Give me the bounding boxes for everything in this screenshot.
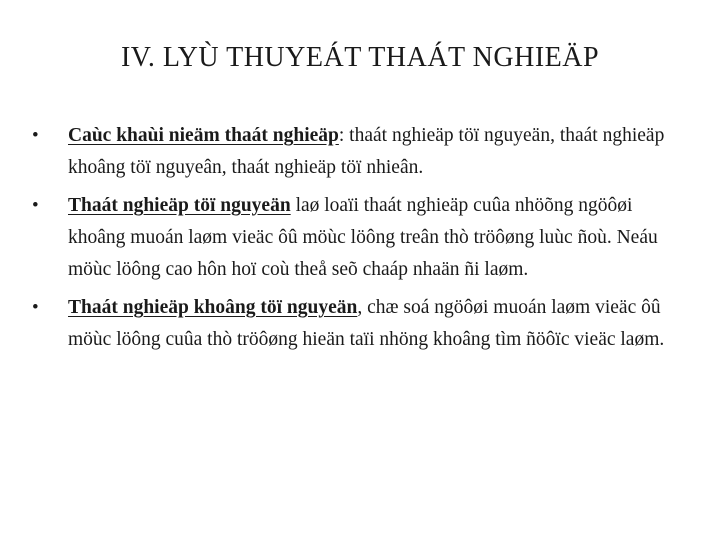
bullet-item-involuntary	[30, 292, 680, 356]
bullet-term: Thaát nghieäp töï nguyeän	[68, 195, 291, 216]
bullet-marker: •	[32, 125, 39, 146]
bullet-text: , chæ soá ngöôøi muoán laøm vieäc ôû möùc löông cuûa thò tröôøng hieän taïi nhöng khoâng tìm ñöôïc vieäc laøm.	[68, 297, 665, 350]
bullet-marker: •	[32, 297, 39, 318]
bullet-item-voluntary	[30, 190, 680, 286]
bullet-term: Caùc khaùi nieäm thaát nghieäp	[68, 125, 339, 146]
bullet-item-concepts	[30, 120, 680, 184]
bullet-term: Thaát nghieäp khoâng töï nguyeän	[68, 297, 358, 318]
bullet-marker: •	[32, 195, 39, 216]
bullet-text: : thaát nghieäp töï nguyeän, thaát nghieäp khoâng töï nguyeân, thaát nghieäp töï nhieân.	[68, 125, 665, 178]
bullet-text: laø loaïi thaát nghieäp cuûa nhöõng ngöôøi khoâng muoán laøm vieäc ôû möùc löông treân thò tröôøng luùc ñoù. Neáu möùc löông cao hôn hoï coù theå seõ chaáp nhaän ñi laøm.	[68, 195, 658, 280]
bullet-list	[30, 120, 680, 362]
slide-title: IV. LYÙ THUYEÁT THAÁT NGHIEÄP	[120, 42, 600, 73]
